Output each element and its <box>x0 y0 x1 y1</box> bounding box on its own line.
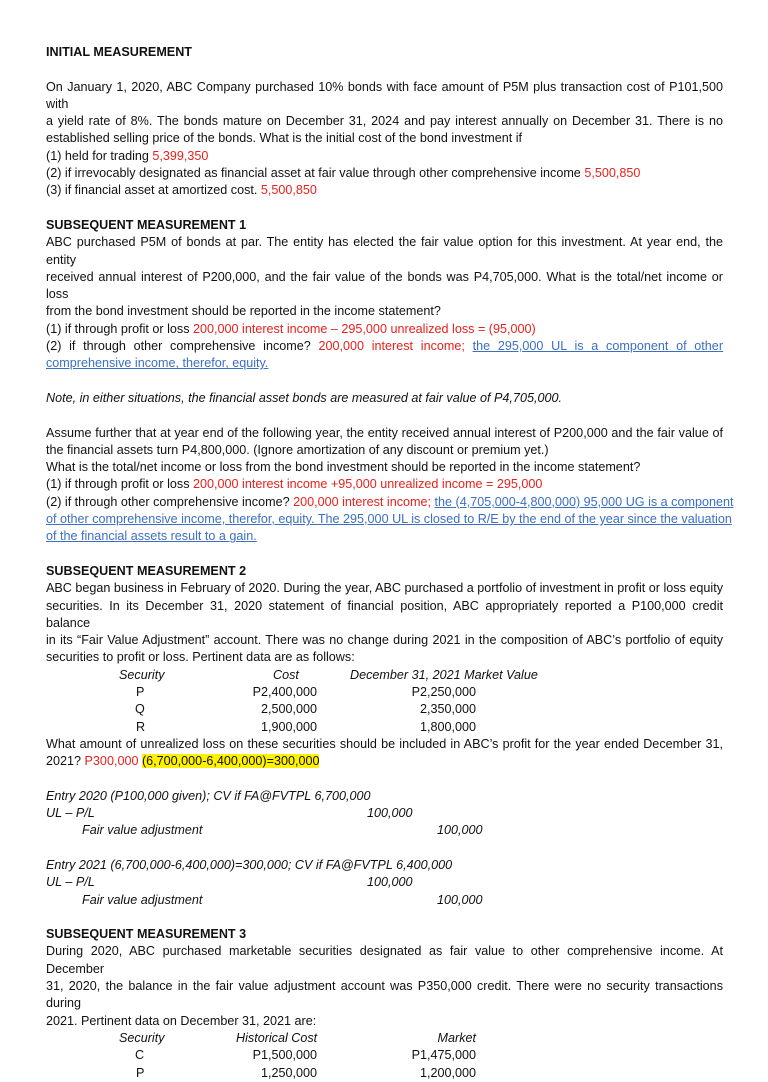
paragraph-line: What is the total/net income or loss from the bond investment should be reported in the income statement? <box>46 460 641 475</box>
table-cell: P1,475,000 <box>411 1048 476 1063</box>
answer-text: 200,000 interest income +95,000 unrealized income = 295,000 <box>193 477 543 492</box>
table-cell: 2,350,000 <box>419 702 476 717</box>
table-cell: 1,250,000 <box>260 1065 317 1080</box>
entry-amount: 100,000 <box>437 823 483 838</box>
explanation-text: comprehensive income, therefor, equity. <box>46 356 269 371</box>
answer-text: 200,000 interest income – 295,000 unrealized loss = (95,000) <box>193 321 536 336</box>
journal-entry-2020 <box>46 788 723 840</box>
explanation-text: the (4,705,000-4,800,000) 95,000 UG is a component <box>434 494 734 509</box>
entry-debit-row <box>46 874 723 891</box>
paragraph-line: from the bond investment should be reported in the income statement? <box>46 304 441 319</box>
paragraph-line: received annual interest of P200,000, and the fair value of the bonds was P4,705,000. What is the total/net income or loss <box>46 269 723 302</box>
answer-text: 200,000 interest income; <box>318 339 465 354</box>
table-header-row <box>46 667 723 684</box>
answer-text: 5,399,350 <box>152 148 209 163</box>
question-text: (2) if irrevocably designated as financial asset at fair value through other comprehensive income <box>46 166 585 181</box>
paragraph-line: a yield rate of 8%. The bonds mature on December 31, 2024 and pay interest annually on December 31. There is no <box>46 114 723 129</box>
table-cell: P1,500,000 <box>252 1048 317 1063</box>
table-cell: R <box>136 719 146 734</box>
securities-table-2 <box>46 1030 723 1082</box>
question-line <box>46 476 723 493</box>
entry-debit-row <box>46 805 723 822</box>
question-text: (1) if through profit or loss <box>46 477 193 492</box>
table-row <box>46 701 723 718</box>
question-line <box>46 165 723 182</box>
question-line <box>46 494 734 511</box>
table-row <box>46 1047 723 1064</box>
table-header: Market <box>437 1030 476 1045</box>
table-cell: P2,250,000 <box>411 684 476 699</box>
entry-title: Entry 2020 (P100,000 given); CV if FA@FVTPL 6,700,000 <box>46 788 371 803</box>
table-header-row <box>46 1030 723 1047</box>
table-header: December 31, 2021 Market Value <box>350 667 538 682</box>
entry-credit-row <box>46 822 723 839</box>
explanation-line <box>46 511 732 528</box>
table-cell: P2,400,000 <box>252 684 317 699</box>
table-cell: 2,500,000 <box>260 702 317 717</box>
entry-credit-row <box>46 892 723 909</box>
heading-initial-measurement: INITIAL MEASUREMENT <box>46 45 192 59</box>
paragraph-line: Assume further that at year end of the following year, the entity received annual interest of P200,000 and the fair value of <box>46 425 723 440</box>
question-line <box>46 321 723 338</box>
explanation-text: of other comprehensive income, therefor, equity. The 295,000 UL is closed to R/E by the end of the year since the valuation <box>46 512 732 527</box>
entry-title: Entry 2021 (6,700,000-6,400,000)=300,000; CV if FA@FVTPL 6,400,000 <box>46 857 453 872</box>
entry-amount: 100,000 <box>367 806 413 821</box>
entry-account: Fair value adjustment <box>82 892 203 907</box>
table-header: Security <box>119 667 165 682</box>
entry-amount: 100,000 <box>437 892 483 907</box>
table-row <box>46 684 723 701</box>
answer-text: 5,500,850 <box>260 183 317 198</box>
entry-account: UL – P/L <box>46 806 95 821</box>
highlighted-computation: (6,700,000-6,400,000)=300,000 <box>141 754 320 769</box>
table-cell: 1,800,000 <box>419 719 476 734</box>
table-row <box>46 719 723 736</box>
question-line <box>46 182 723 199</box>
paragraph-line: On January 1, 2020, ABC Company purchased 10% bonds with face amount of P5M plus transaction cost of P101,500 with <box>46 79 723 111</box>
table-cell: 1,200,000 <box>419 1065 476 1080</box>
paragraph-line: 31, 2020, the balance in the fair value adjustment account was P350,000 credit. There were no security transactions during <box>46 979 723 1011</box>
question-text: (3) if financial asset at amortized cost. <box>46 183 261 198</box>
answer-text: 200,000 interest income; <box>293 494 432 509</box>
paragraph-line: established selling price of the bonds. What is the initial cost of the bond investment if <box>46 131 523 146</box>
question-text: (1) held for trading <box>46 148 153 163</box>
question-text: 2021? <box>46 754 85 769</box>
question-text: (1) if through profit or loss <box>46 321 193 336</box>
table-cell: C <box>135 1048 145 1063</box>
paragraph-line: in its “Fair Value Adjustment” account. There was no change during 2021 in the composition of ABC’s portfolio of equity <box>46 633 723 648</box>
table-row <box>46 1065 723 1082</box>
answer-line <box>46 753 723 770</box>
table-cell: Q <box>135 702 145 717</box>
table-cell: P <box>136 1065 145 1080</box>
explanation-line <box>46 528 723 545</box>
paragraph-line: 2021. Pertinent data on December 31, 2021 are: <box>46 1013 317 1028</box>
heading-subsequent-measurement-3: SUBSEQUENT MEASUREMENT 3 <box>46 927 247 942</box>
note-line: Note, in either situations, the financial asset bonds are measured at fair value of P4,705,000. <box>46 390 562 405</box>
paragraph-line: the financial assets turn P4,800,000. (Ignore amortization of any discount or premium yet.) <box>46 442 549 457</box>
question-text: (2) if through other comprehensive income? <box>46 339 319 354</box>
securities-table <box>46 667 723 736</box>
table-cell: 1,900,000 <box>260 719 317 734</box>
heading-subsequent-measurement-1: SUBSEQUENT MEASUREMENT 1 <box>46 217 247 232</box>
heading-subsequent-measurement-2: SUBSEQUENT MEASUREMENT 2 <box>46 563 247 578</box>
table-header: Security <box>119 1030 165 1045</box>
table-header: Historical Cost <box>236 1030 318 1045</box>
paragraph-line: What amount of unrealized loss on these securities should be included in ABC’s profit for the year ended December 31, <box>46 736 723 751</box>
paragraph-line: securities. In its December 31, 2020 statement of financial position, ABC appropriately reported a P100,000 credit balance <box>46 598 723 630</box>
question-line <box>46 338 723 355</box>
table-cell: P <box>136 684 145 699</box>
explanation-line <box>46 355 723 372</box>
question-line <box>46 148 723 165</box>
journal-entry-2021 <box>46 857 723 909</box>
answer-text: P300,000 <box>84 754 139 769</box>
explanation-text: of the financial assets result to a gain. <box>46 529 257 544</box>
question-text: (2) if through other comprehensive income? <box>46 494 294 509</box>
paragraph-line: securities to profit or loss. Pertinent data are as follows: <box>46 650 355 665</box>
answer-text: 5,500,850 <box>584 166 641 181</box>
entry-account: Fair value adjustment <box>82 823 203 838</box>
table-header: Cost <box>273 667 299 682</box>
explanation-text: the 295,000 UL is a component of other <box>472 339 724 354</box>
entry-amount: 100,000 <box>367 875 413 890</box>
paragraph-line: ABC began business in February of 2020. During the year, ABC purchased a portfolio of investment in profit or loss equity <box>46 581 723 596</box>
paragraph-line: ABC purchased P5M of bonds at par. The entity has elected the fair value option for this investment. At year end, the entity <box>46 235 723 267</box>
paragraph-line: During 2020, ABC purchased marketable securities designated as fair value to other comprehensive income. At December <box>46 944 723 976</box>
entry-account: UL – P/L <box>46 875 95 890</box>
